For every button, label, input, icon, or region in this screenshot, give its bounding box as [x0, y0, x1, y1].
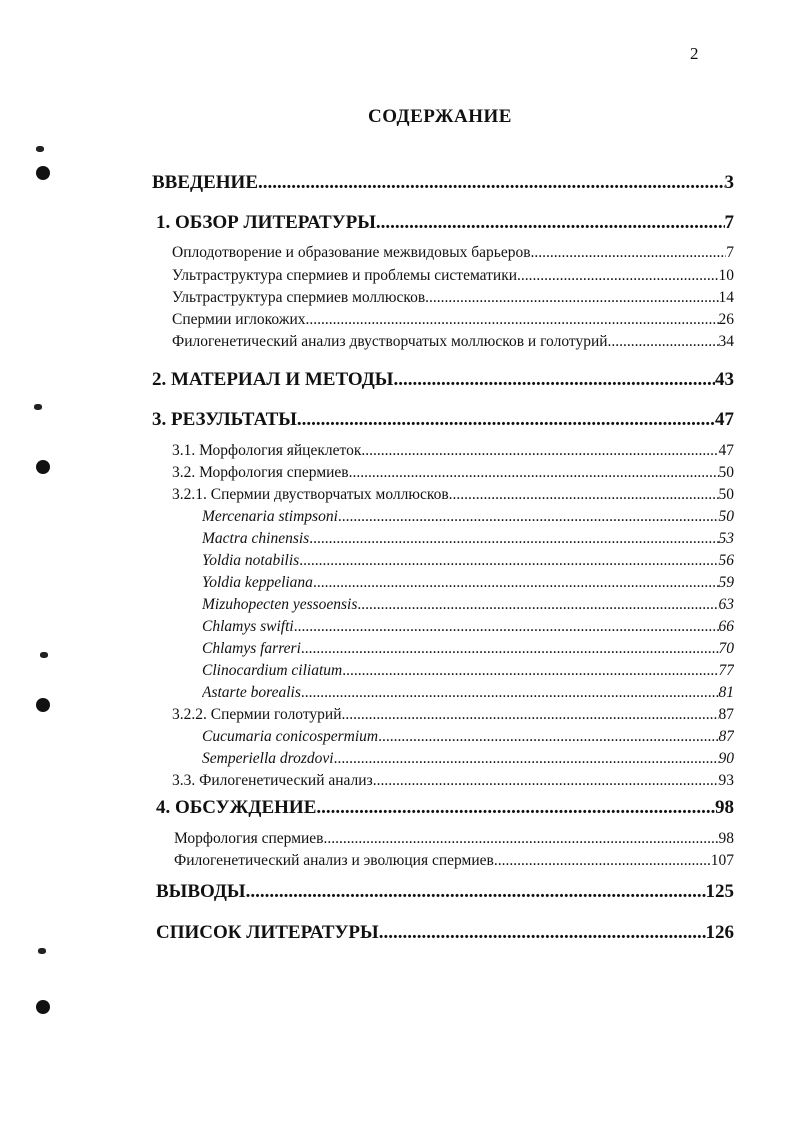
- toc-entry-label: Филогенетический анализ двустворчатых моллюсков и голотурий.: [172, 333, 612, 350]
- toc-entry-label: СПИСОК ЛИТЕРАТУРЫ: [156, 922, 379, 943]
- toc-entry: [202, 684, 734, 702]
- toc-entry: [156, 212, 734, 234]
- toc-entry-label: Mactra chinensis: [202, 530, 310, 547]
- toc-entry-page: 56: [718, 552, 734, 569]
- toc-entry-label: 4. ОБСУЖДЕНИЕ: [156, 797, 317, 818]
- toc-entry-label: 3.1. Морфология яйцеклеток: [172, 442, 362, 459]
- toc-entry-label: 1. ОБЗОР ЛИТЕРАТУРЫ: [156, 212, 376, 233]
- toc-entry-label: Mercenaria stimpsoni: [202, 508, 338, 525]
- toc-entry: [202, 552, 734, 570]
- toc-entry-label: ВЫВОДЫ: [156, 881, 246, 902]
- hole-punch: [36, 1000, 50, 1014]
- toc-entry-page: 34: [718, 333, 734, 350]
- toc-entry: [172, 311, 734, 329]
- page-number: 2: [690, 44, 699, 63]
- leader-dots: [373, 772, 719, 790]
- leader-dots: [611, 333, 718, 351]
- leader-dots: [313, 574, 719, 592]
- toc-entry: [152, 409, 734, 431]
- toc-entry-label: Спермии иглокожих: [172, 311, 306, 328]
- scan-speck: [36, 146, 44, 152]
- leader-dots: [393, 369, 715, 391]
- leader-dots: [378, 728, 718, 746]
- leader-dots: [342, 706, 719, 724]
- toc-entry: [172, 464, 734, 482]
- leader-dots: [376, 212, 725, 234]
- toc-entry: [152, 172, 734, 194]
- toc-entry-page: 81: [718, 684, 734, 701]
- toc-entry-page: 98: [715, 797, 734, 818]
- toc-entry-label: 3. РЕЗУЛЬТАТЫ: [152, 409, 297, 430]
- toc-entry-label: Филогенетический анализ и эволюция спермиев: [174, 852, 494, 869]
- leader-dots: [301, 684, 719, 702]
- toc-entry-page: 63: [718, 596, 734, 613]
- hole-punch: [36, 460, 50, 474]
- toc-entry-page: 50: [718, 486, 734, 503]
- toc-entry: [202, 728, 734, 746]
- toc-entry-label: Ультраструктура спермиев и проблемы систематики: [172, 267, 518, 284]
- toc-entry: [172, 289, 734, 307]
- toc-entry-page: 125: [705, 881, 734, 902]
- toc-entry-page: 90: [718, 750, 734, 767]
- toc-entry-label: 2. МАТЕРИАЛ И МЕТОДЫ: [152, 369, 394, 390]
- toc-entry: [174, 852, 734, 870]
- toc-entry: [202, 530, 734, 548]
- toc-entry-page: 50: [718, 464, 734, 481]
- toc-entry-page: 43: [715, 369, 734, 390]
- toc-entry-label: Оплодотворение и образование межвидовых барьеров: [172, 244, 531, 261]
- toc-entry: [156, 922, 734, 944]
- toc-entry-label: Yoldia keppeliana: [202, 574, 313, 591]
- toc-entry-page: 87: [718, 728, 734, 745]
- leader-dots: [361, 442, 718, 460]
- toc-entry-page: 7: [726, 244, 734, 261]
- hole-punch: [36, 698, 50, 712]
- leader-dots: [246, 881, 706, 903]
- leader-dots: [338, 508, 719, 526]
- leader-dots: [449, 486, 719, 504]
- leader-dots: [316, 797, 715, 819]
- leader-dots: [425, 289, 718, 307]
- leader-dots: [299, 552, 718, 570]
- toc-entry-page: 3: [724, 172, 734, 193]
- toc-entry: [202, 750, 734, 768]
- toc-entry-page: 47: [715, 409, 734, 430]
- leader-dots: [531, 244, 727, 262]
- scan-speck: [38, 948, 46, 954]
- toc-entry: [172, 267, 734, 285]
- toc-entry: [156, 797, 734, 819]
- toc-entry-page: 59: [718, 574, 734, 591]
- toc-entry-label: ВВЕДЕНИЕ: [152, 172, 258, 193]
- toc-entry: [202, 574, 734, 592]
- toc-entry-page: 10: [718, 267, 734, 284]
- toc-entry-label: Semperiella drozdovi: [202, 750, 334, 767]
- toc-entry-page: 77: [718, 662, 734, 679]
- toc-entry: [172, 706, 734, 724]
- leader-dots: [306, 311, 719, 329]
- toc-entry: [172, 333, 734, 351]
- toc-entry-page: 26: [718, 311, 734, 328]
- scan-speck: [40, 652, 48, 658]
- toc-entry-label: Yoldia notabilis: [202, 552, 300, 569]
- toc-entry-label: 3.2.2. Спермии голотурий: [172, 706, 342, 723]
- leader-dots: [517, 267, 718, 285]
- toc-entry-page: 107: [710, 852, 734, 869]
- leader-dots: [357, 596, 718, 614]
- toc-entry-label: Ультраструктура спермиев моллюсков: [172, 289, 426, 306]
- toc-entry-label: Морфология спермиев: [174, 830, 324, 847]
- toc-entry: [202, 596, 734, 614]
- toc-entry: [174, 830, 734, 848]
- leader-dots: [334, 750, 719, 768]
- toc-entry-label: 3.2. Морфология спермиев: [172, 464, 349, 481]
- toc-entry-page: 87: [718, 706, 734, 723]
- toc-entry: [172, 244, 734, 262]
- toc-entry-page: 53: [718, 530, 734, 547]
- hole-punch: [36, 166, 50, 180]
- toc-entry-page: 70: [718, 640, 734, 657]
- leader-dots: [258, 172, 725, 194]
- toc-entry: [172, 772, 734, 790]
- leader-dots: [294, 618, 719, 636]
- toc-entry-page: 7: [724, 212, 734, 233]
- toc-entry-label: Clinocardium ciliatum: [202, 662, 343, 679]
- toc-entry-label: Astarte borealis: [202, 684, 301, 701]
- toc-entry-page: 47: [718, 442, 734, 459]
- toc-entry-page: 50: [718, 508, 734, 525]
- toc-entry-page: 14: [718, 289, 734, 306]
- toc-entry: [156, 881, 734, 903]
- toc-entry: [172, 486, 734, 504]
- toc-entry: [202, 662, 734, 680]
- toc-entry-page: 93: [718, 772, 734, 789]
- leader-dots: [297, 409, 715, 431]
- toc-entry-page: 126: [705, 922, 734, 943]
- toc-entry-label: 3.2.1. Спермии двустворчатых моллюсков: [172, 486, 449, 503]
- leader-dots: [494, 852, 711, 870]
- leader-dots: [301, 640, 719, 658]
- leader-dots: [349, 464, 719, 482]
- toc-entry-page: 98: [718, 830, 734, 847]
- toc-entry-label: Chlamys farreri: [202, 640, 301, 657]
- toc-entry-label: Cucumaria conicospermium: [202, 728, 379, 745]
- toc-entry: [152, 369, 734, 391]
- toc-entry-label: Mizuhopecten yessoensis: [202, 596, 358, 613]
- page-title: СОДЕРЖАНИЕ: [368, 106, 512, 127]
- leader-dots: [379, 922, 706, 944]
- leader-dots: [309, 530, 718, 548]
- leader-dots: [342, 662, 718, 680]
- toc-entry: [202, 618, 734, 636]
- toc-entry: [172, 442, 734, 460]
- toc-entry-page: 66: [718, 618, 734, 635]
- leader-dots: [324, 830, 719, 848]
- scan-speck: [34, 404, 42, 410]
- toc-entry-label: Chlamys swifti: [202, 618, 294, 635]
- toc-entry-label: 3.3. Филогенетический анализ: [172, 772, 373, 789]
- toc-entry: [202, 640, 734, 658]
- toc-entry: [202, 508, 734, 526]
